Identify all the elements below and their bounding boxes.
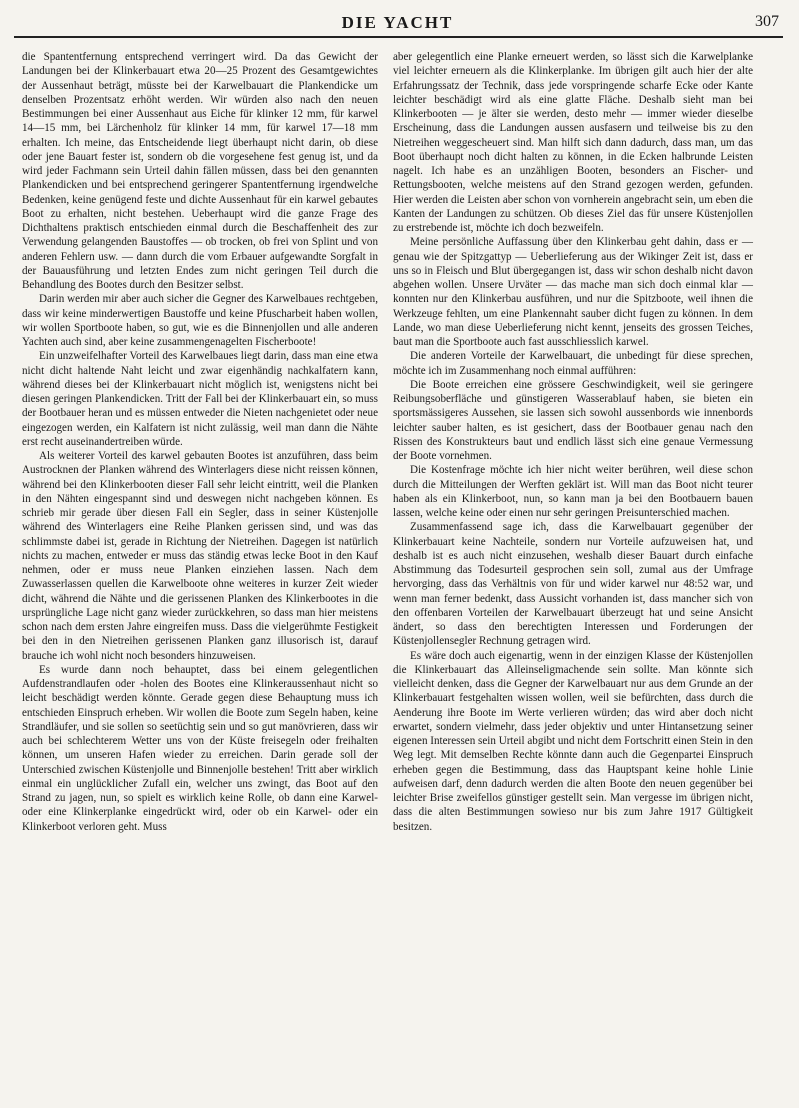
page-header	[16, 10, 779, 36]
paragraph: Die Kostenfrage möchte ich hier nicht weiter berühren, weil diese schon durch die Mitteilungen der Werften geklärt ist. Will man das Boot nicht teurer haben als ein Klinkerboot, nun, so kann man ja bei den Bootbauern bauen lassen, welche keine oder einen nur sehr geringen Preisunterschied machen.	[393, 464, 753, 519]
journal-title: DIE YACHT	[341, 13, 454, 32]
paragraph: Es wäre doch auch eigenartig, wenn in der einzigen Klasse der Küstenjollen die Klinkerbauart das Alleinseligmachende sein sollte. Man könnte sich vielleicht denken, dass die Gegner der Karwelbauart nur aus dem Grunde an der Klinkerbauart festgehalten wissen wollen, weil sie befürchten, dass durch die Aenderung ihre Boote im Werte verlieren würden; das wird aber doch nicht erwartet, sondern vielmehr, dass jeder objektiv und unter Hintansetzung seiner eigenen Interessen sein Urteil abgibt und nicht dem Fortschritt einen Stein in den Weg legt. Mit demselben Rechte könnte dann auch die Gegenpartei Einspruch erheben gegen die Bestimmung, dass das Hauptspant keine hohle Linie aufweisen darf, denn dadurch werden die alten Boote den neuen gegenüber bei leichter Brise zweifellos günstiger gestellt sein. Man vergesse im übrigen nicht, dass die alten Bestimmungen sowieso nur bis zum Jahre 1917 Gültigkeit besitzen.	[393, 649, 753, 833]
paragraph: Die anderen Vorteile der Karwelbauart, die unbedingt für diese sprechen, möchte ich im Zusammenhang noch einmal aufführen:	[393, 350, 753, 377]
paragraph: Zusammenfassend sage ich, dass die Karwelbauart gegenüber der Klinkerbauart keine Nachteile, sondern nur Vorteile aufzuweisen hat, und deshalb ist es auch nicht einzusehen, weshalb dieser Bauart durch einfache Abstimmung das Todesurteil gesprochen sein soll, zumal aus der Umfrage hervorging, dass das Verhältnis von für und wider karwel nur 48:52 war, und wenn man ferner bedenkt, dass Aussicht vorhanden ist, dass mancher sich von den offenbaren Vorteilen der Karwelbauart überzeugt hat und seine Ansicht ändert, so dass den berechtigten Interessen und Forderungen der Küstenjollensegler Rechnung getragen wird.	[393, 521, 753, 648]
paragraph: Ein unzweifelhafter Vorteil des Karwelbaues liegt darin, dass man eine etwa nicht dicht haltende Naht leicht und zwar eigenhändig nachkalfatern kann, während dieses bei der Klinkerbauart nicht möglich ist, wenigstens nicht bei diesen geringen Plankendicken. Tritt der Fall bei der Klinkerbauart ein, so muss der Bootbauer heran und es müssen entweder die Nieten nachgenietet oder neue eingezogen werden, ein Kalfatern ist nicht zulässig, weil man dann die Nähte erst recht auseinandertreiben würde.	[22, 350, 378, 448]
paragraph: die Spantentfernung entsprechend verringert wird. Da das Gewicht der Landungen bei der Klinkerbauart etwa 20—25 Prozent des Gesamtgewichtes der Aussenhaut beträgt, müsste bei der Karwelbauart die Plankendicke um denselben Prozentsatz erhöht werden. Wir würden also nach den neuen Bestimmungen bei einer Aussenhaut aus Eiche für klinker 12 mm, für karwel 14—15 mm, bei Lärchenholz für klinker 14 mm, für karwel 17—18 mm erhalten. Ich meine, das Entscheidende liegt überhaupt nicht darin, ob diese oder jene Bauart fester ist, sondern ob die vorgesehene fest genug ist, und da wird jeder Fachmann sein Urteil dahin fällen müssen, dass bei den genannten Plankendicken und bei entsprechend geringerer Spantentfernung irgendwelche Bedenken, keine genügend feste und dichte Aussenhaut für ein karwel gebautes Boot zu erhalten, nicht bestehen. Ueberhaupt wird die ganze Frage des Dichthaltens praktisch entschieden einmal durch die Beschaffenheit des zur Verwendung gelangenden Baustoffes — ob trocken, ob frei von Splint und von anderen Fehlern usw. — dann durch die vom Erbauer aufgewandte Sorgfalt in der Bauausführung und letzten Endes zum nicht geringen Teil durch die Behandlung des Bootes durch den Besitzer selbst.	[22, 51, 378, 291]
paragraph: Darin werden mir aber auch sicher die Gegner des Karwelbaues rechtgeben, dass wir keine minderwertigen Baustoffe und keine Pfuscharbeit haben wollen, wir wollen Sportboote haben, so gut, wie es die Binnenjollen und alle anderen Yachten auch sind, aber keine zusammengenagelten Fischerboote!	[22, 293, 378, 348]
paragraph: Die Boote erreichen eine grössere Geschwindigkeit, weil sie geringere Reibungsoberfläche und günstigeren Wasserablauf haben, sie bieten ein sportsmässigeres Aussehen, sie lassen sich sowohl aussenbords wie innenbords leichter sauber halten, es ist gesichert, dass der Bootbauer genau nach den Rissen des Konstrukteurs baut und endlich lässt sich eine genaue Vermessung der Boote vornehmen.	[393, 378, 753, 462]
paragraph: Es wurde dann noch behauptet, dass bei einem gelegentlichen Aufdenstrandlaufen oder -holen des Bootes eine Klinkeraussenhaut nicht so leicht beschädigt werden könnte. Gerade gegen diese Behauptung muss ich entschieden Einspruch erheben. Wir wollen die Boote zum Segeln haben, keine Strandläufer, und sie sollen so seetüchtig sein und so gut manövrieren, dass wir auch bei schlechterem Wetter uns von der Küste freisegeln oder freihalten können, um unseren Hafen wieder zu erreichen. Darin gerade soll der Unterschied zwischen Küstenjolle und Binnenjolle bestehen! Tritt aber wirklich einmal ein unglücklicher Zufall ein, welcher uns zwingt, das Boot auf den Strand zu jagen, nun, so spielt es wirklich keine Rolle, ob dann eine Karwel- oder eine Klinkerplanke eingedrückt wird, oder ob ein Karwel- oder ein Klinkerboot verloren geht. Muss	[22, 663, 378, 833]
right-column	[393, 50, 753, 834]
left-column	[22, 50, 378, 834]
paragraph: aber gelegentlich eine Planke erneuert werden, so lässt sich die Karwelplanke viel leichter erneuern als die Klinkerplanke. Im übrigen gilt auch hier der alte Erfahrungssatz der Technik, dass jede vorspringende scharfe Ecke oder Kante leichter beschädigt wird als eine glatte Fläche. Deshalb sieht man bei Klinkerbooten — je älter sie werden, desto mehr — immer wieder dieselbe Erscheinung, dass die Landungen aussen ausfasern und teilweise bis zu den Nietreihen weggescheuert sind. Man hilft sich dann dadurch, dass man, um das Boot überhaupt noch dicht halten zu können, in die Ecken halbrunde Leisten nagelt. Ich habe es an unzähligen Booten, besonders an Fischer- und Rettungsbooten, welche meistens auf den Strand gezogen werden, gefunden. Hier werden die Leisten aber schon von vornherein angebracht sein, um eben die Kanten der Landungen zu schützen. Ob dieses Ziel das für unsere Küstenjollen zu erstrebende ist, möchte ich doch bezweifeln.	[393, 51, 753, 234]
header-rule	[14, 36, 783, 38]
page-number: 307	[755, 13, 779, 30]
paragraph: Als weiterer Vorteil des karwel gebauten Bootes ist anzuführen, dass beim Austrocknen der Planken während des Winterlagers diese nicht reissen können, während bei den Klinkerbooten dieser Fall sehr leicht eintritt, weil die Planken in den Nähten eingespannt sind und deswegen nicht nachgeben können. Es schrieb mir gerade über diesen Fall ein Segler, dass in seiner Küstenjolle während des Winterlagers eine Reihe Planken gerissen sind, und was das schlimmste dabei ist, gerade in Richtung der Nietreihen. Dagegen ist natürlich nichts zu machen, entweder er muss das ständig etwas lecke Boot in den Kauf nehmen, oder er muss neue Planken einziehen lassen. Nach dem Zuwasserlassen quellen die Karwelboote ohne weiteres in kurzer Zeit wieder dicht, während die Nähte und die gerissenen Planken des Klinkerbootes in die ursprüngliche Lage nicht ganz wieder zurückkehren, so dass man hier meistens schon nach dem ersten Jahre eingreifen muss. Dass die vielgerühmte Festigkeit bei den in den Nietreihen gerissenen Planken ganz illusorisch ist, darauf brauche ich wohl nicht noch besonders hinzuweisen.	[22, 450, 378, 662]
paragraph: Meine persönliche Auffassung über den Klinkerbau geht dahin, dass er — genau wie der Spitzgattyp — Ueberlieferung aus der Wikinger Zeit ist, dass er uns so in Fleisch und Blut übergegangen ist, dass wir schon deshalb nicht davon abgehen wollen. Unsere Urväter — das mache man sich doch einmal klar — konnten nur den Klinkerbau ausführen, und nur die Spitzboote, weil ihnen die Werkzeuge fehlten, um eine Plankennaht sauber dicht fugen zu können. In dem Lande, wo man diese Ueberlieferung nicht kennt, jenseits des grossen Teiches, baut man die Sportboote auch fast ausschliesslich karwel.	[393, 236, 753, 348]
